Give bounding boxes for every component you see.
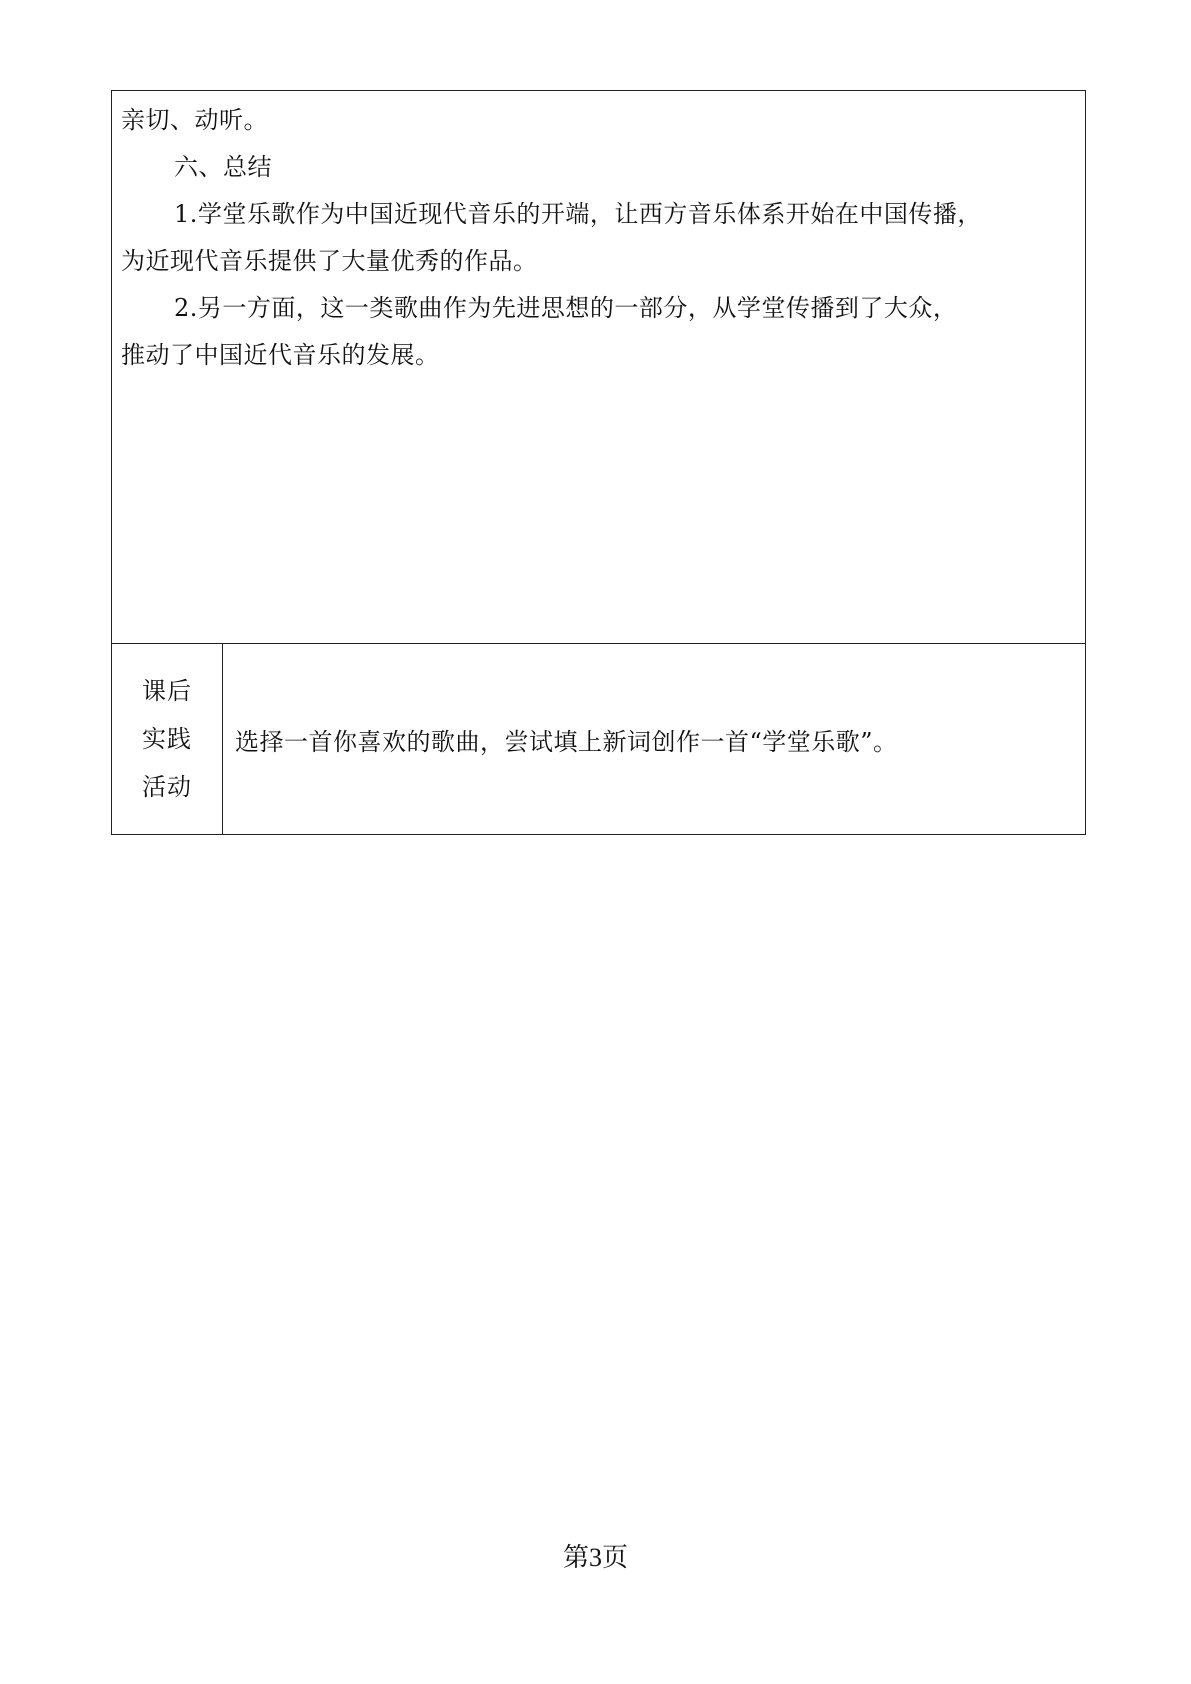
activity-label-line: 实践 — [142, 725, 192, 753]
content-line: 2.另一方面，这一类歌曲作为先进思想的一部分，从学堂传播到了大众， — [174, 294, 958, 322]
content-line: 1.学堂乐歌作为中国近现代音乐的开端，让西方音乐体系开始在中国传播， — [174, 200, 982, 228]
content-line: 亲切、动听。 — [121, 106, 268, 134]
activity-label-cell — [112, 644, 223, 834]
activity-text-cell — [223, 644, 1085, 834]
activity-label-line: 课后 — [142, 677, 192, 705]
lesson-content-cell — [112, 91, 1085, 644]
lesson-table — [111, 90, 1086, 835]
after-class-activity-row — [112, 644, 1085, 834]
section-heading-summary: 六、总结 — [174, 153, 272, 181]
activity-label-line: 活动 — [142, 773, 192, 801]
content-line: 为近现代音乐提供了大量优秀的作品。 — [121, 247, 538, 275]
activity-description: 选择一首你喜欢的歌曲，尝试填上新词创作一首“学堂乐歌”。 — [235, 727, 898, 756]
content-line: 推动了中国近代音乐的发展。 — [121, 341, 440, 369]
page-number: 第3页 — [562, 1543, 628, 1572]
